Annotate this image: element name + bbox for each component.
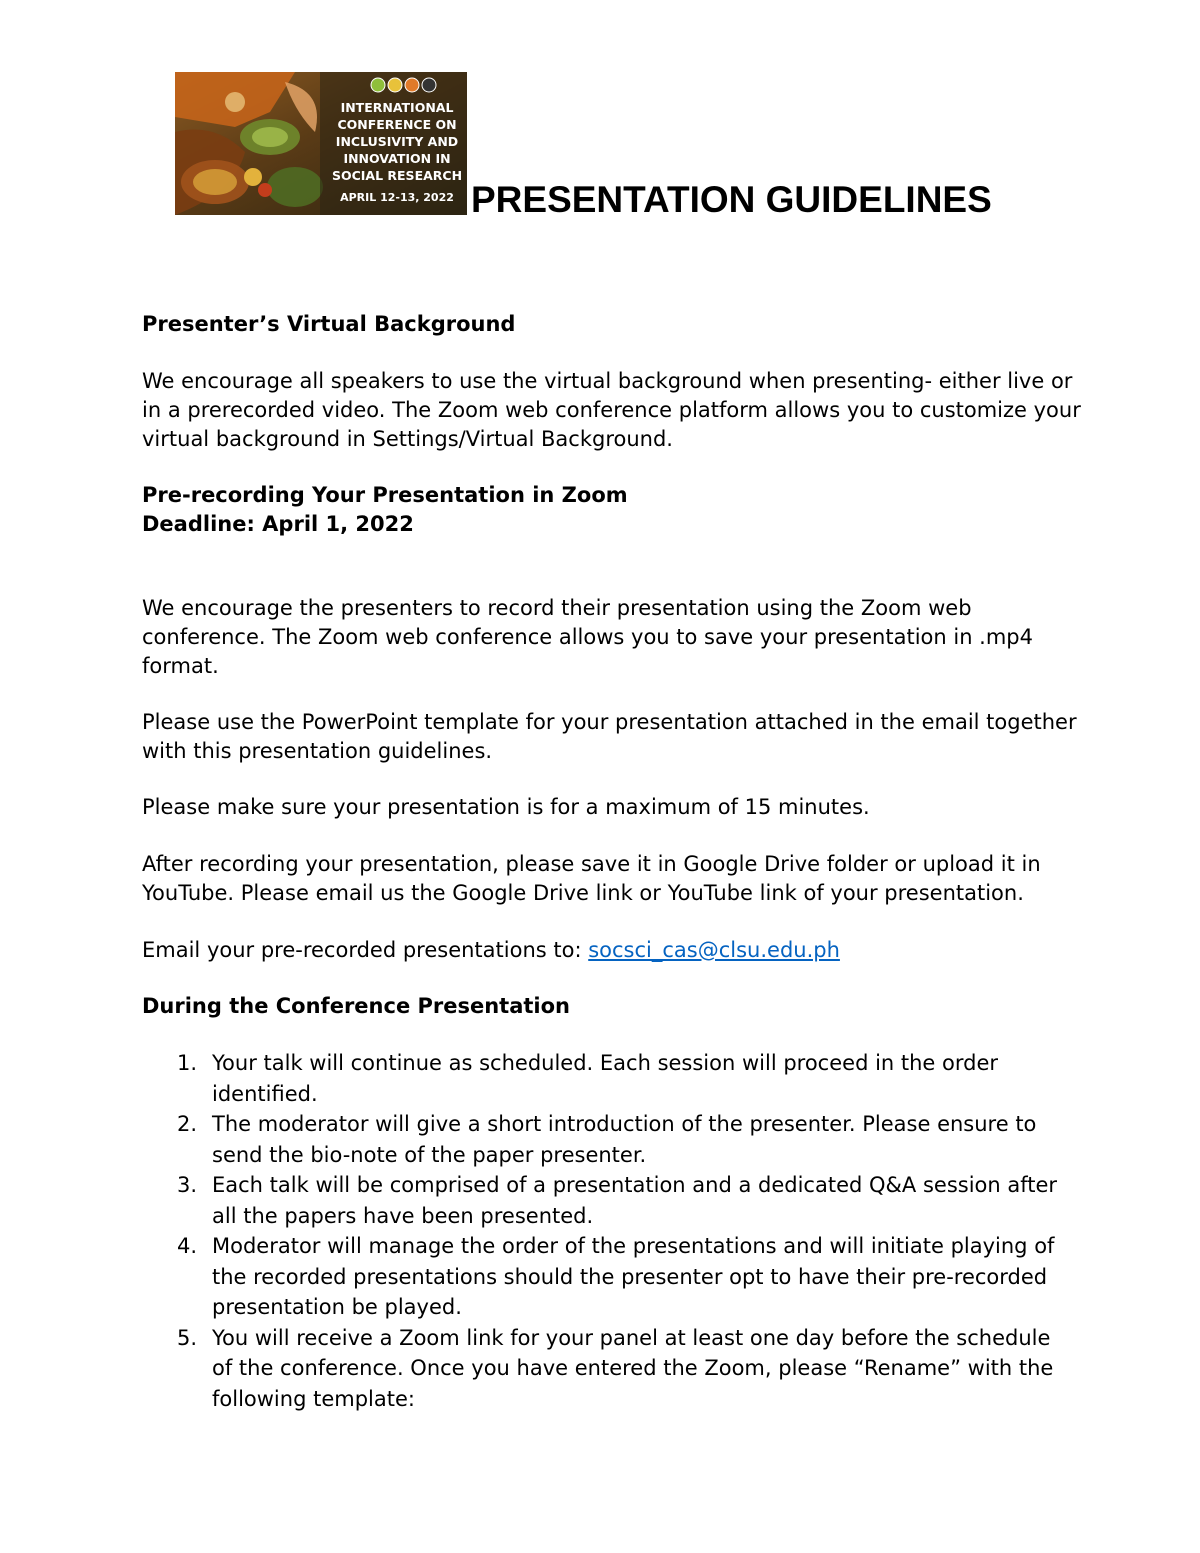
list-number: 1. (177, 1051, 198, 1075)
conference-steps-list (142, 1048, 1062, 1414)
list-item-text: Your talk will continue as scheduled. Each session will proceed in the order identified. (212, 1051, 999, 1106)
prerecord-paragraph-3: Please make sure your presentation is for a maximum of 15 minutes. (142, 795, 870, 819)
list-item (142, 1048, 1062, 1109)
banner-image (175, 72, 467, 215)
prerecord-paragraph-1: We encourage the presenters to record their presentation using the Zoom web conference. The Zoom web conference allows you to save your presentation in .mp4 format. (142, 596, 1034, 678)
email-link[interactable]: socsci_cas@clsu.edu.ph (588, 938, 840, 962)
prerecord-paragraph-4: After recording your presentation, please save it in Google Drive folder or upload it in YouTube. Please email us the Google Drive link or YouTube link of your presentation. (142, 852, 1041, 905)
email-label: Email your pre-recorded presentations to: (142, 938, 589, 962)
banner-line: INCLUSIVITY AND (335, 134, 459, 149)
conference-banner (175, 72, 467, 215)
list-item (142, 1109, 1062, 1170)
banner-line: INTERNATIONAL (340, 100, 454, 115)
banner-line: INNOVATION IN (343, 151, 451, 166)
email-line (142, 936, 1082, 965)
list-item-text: The moderator will give a short introduction of the presenter. Please ensure to send the bio-note of the paper presenter. (212, 1112, 1037, 1167)
page-title: PRESENTATION GUIDELINES (471, 179, 992, 220)
list-item-text: You will receive a Zoom link for your panel at least one day before the schedule of the conference. Once you have entered the Zoom, please “Rename” with the following template: (212, 1325, 1054, 1411)
deadline-text: Deadline: April 1, 2022 (142, 512, 414, 536)
banner-line: SOCIAL RESEARCH (331, 168, 463, 183)
virtual-background-paragraph: We encourage all speakers to use the virtual background when presenting- either live or in a prerecorded video. The Zoom web conference platform allows you to customize your virtual background in Settings/Virtual Background. (142, 369, 1081, 451)
list-item (142, 1170, 1062, 1231)
section-heading-during-conference: During the Conference Presentation (142, 994, 570, 1018)
list-number: 4. (177, 1234, 198, 1258)
list-number: 5. (177, 1325, 198, 1350)
list-item-text: Each talk will be comprised of a presentation and a dedicated Q&A session after all the papers have been presented. (212, 1173, 1058, 1228)
list-number: 2. (177, 1112, 198, 1136)
prerecord-paragraph-2: Please use the PowerPoint template for your presentation attached in the email together with this presentation guidelines. (142, 710, 1077, 763)
list-number: 3. (177, 1173, 198, 1197)
section-heading-prerecording: Pre-recording Your Presentation in Zoom (142, 483, 628, 507)
section-heading-virtual-background: Presenter’s Virtual Background (142, 312, 516, 336)
list-item (142, 1323, 1062, 1415)
list-item-text: Moderator will manage the order of the presentations and will initiate playing of the recorded presentations should the presenter opt to have their pre-recorded presentation be played. (212, 1234, 1055, 1319)
banner-date: APRIL 12-13, 2022 (340, 191, 454, 204)
banner-line: CONFERENCE ON (337, 117, 457, 132)
list-item (142, 1231, 1062, 1323)
